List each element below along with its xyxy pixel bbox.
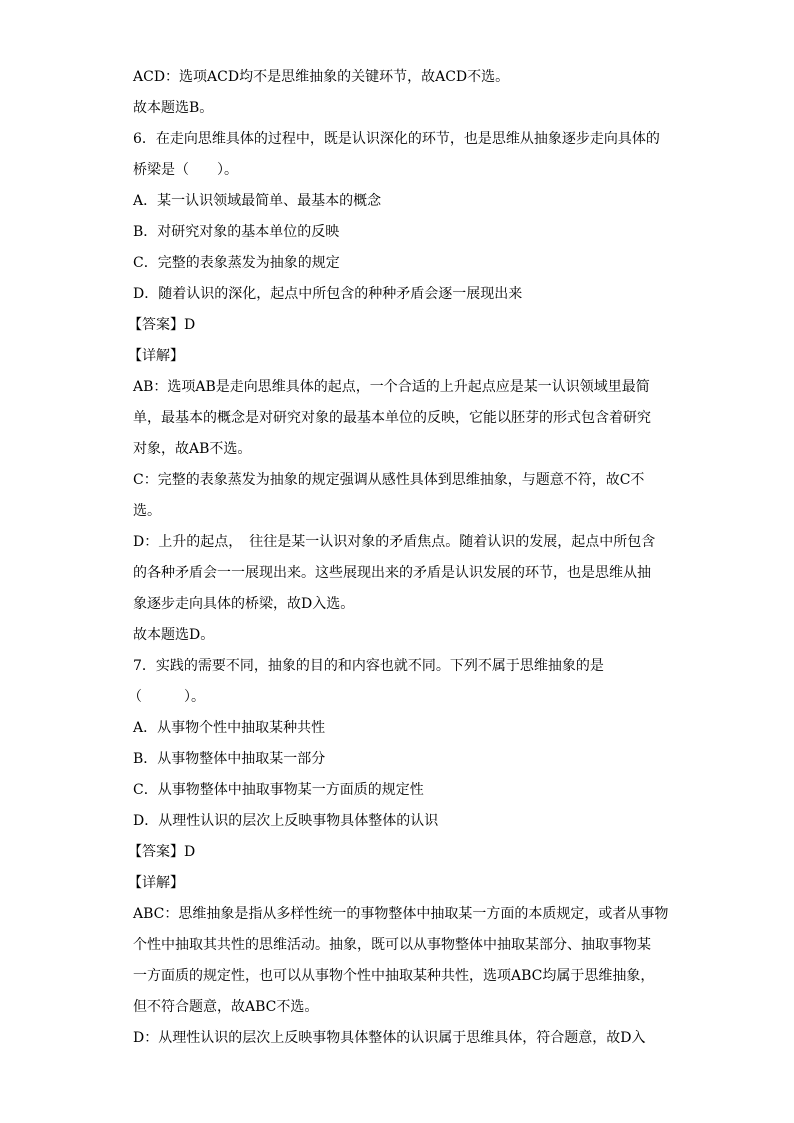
explanation-line: 选。 (133, 503, 161, 519)
explanation-line: 的各种矛盾会一一展现出来。这些展现出来的矛盾是认识发展的环节，也是思维从抽 (133, 565, 651, 581)
option-c: C．从事物整体中抽取事物某一方面质的规定性 (133, 782, 424, 798)
option-a: A．从事物个性中抽取某种共性 (133, 720, 326, 736)
answer-label: 【答案】D (128, 844, 196, 860)
question-6-stem-cont: 桥梁是（ ）。 (133, 162, 238, 178)
text-line: 故本题选B。 (133, 100, 214, 116)
option-d: D．随着认识的深化，起点中所包含的种种矛盾会逐一展现出来 (133, 286, 523, 302)
explanation-line: 单，最基本的概念是对研究对象的最基本单位的反映，它能以胚芽的形式包含着研究 (133, 410, 651, 426)
explanation-line: 但不符合题意，故ABC不选。 (133, 999, 319, 1015)
question-6-stem: 6．在走向思维具体的过程中，既是认识深化的环节，也是思维从抽象逐步走向具体的 (133, 131, 660, 147)
explanation-label: 【详解】 (128, 348, 184, 364)
answer-label: 【答案】D (128, 317, 196, 333)
option-b: B．对研究对象的基本单位的反映 (133, 224, 340, 240)
explanation-label: 【详解】 (128, 875, 184, 891)
explanation-line: D：上升的起点， 往往是某一认识对象的矛盾焦点。随着认识的发展，起点中所包含 (133, 534, 656, 550)
question-7-stem: 7．实践的需要不同，抽象的目的和内容也就不同。下列不属于思维抽象的是 (133, 658, 604, 674)
question-7-stem-cont: （ ）。 (128, 689, 205, 705)
explanation-line: ABC：思维抽象是指从多样性统一的事物整体中抽取某一方面的本质规定，或者从事物 (133, 906, 669, 922)
explanation-line: 象逐步走向具体的桥梁，故D入选。 (133, 596, 355, 612)
option-d: D．从理性认识的层次上反映事物具体整体的认识 (133, 813, 439, 829)
text-line: ACD：选项ACD均不是思维抽象的关键环节，故ACD不选。 (133, 69, 510, 85)
option-b: B．从事物整体中抽取某一部分 (133, 751, 326, 767)
option-a: A．某一认识领域最简单、最基本的概念 (133, 193, 382, 209)
explanation-line: 对象，故AB不选。 (133, 441, 252, 457)
explanation-line: AB：选项AB是走向思维具体的起点，一个合适的上升起点应是某一认识领域里最简 (133, 379, 650, 395)
explanation-line: 个性中抽取其共性的思维活动。抽象，既可以从事物整体中抽取某部分、抽取事物某 (133, 937, 651, 953)
option-c: C．完整的表象蒸发为抽象的规定 (133, 255, 340, 271)
conclusion-line: 故本题选D。 (133, 627, 215, 643)
explanation-line: C：完整的表象蒸发为抽象的规定强调从感性具体到思维抽象，与题意不符，故C不 (133, 472, 645, 488)
explanation-line: D：从理性认识的层次上反映事物具体整体的认识属于思维具体，符合题意，故D入 (133, 1030, 646, 1046)
explanation-line: 一方面质的规定性，也可以从事物个性中抽取某种共性，选项ABC均属于思维抽象， (133, 968, 655, 984)
